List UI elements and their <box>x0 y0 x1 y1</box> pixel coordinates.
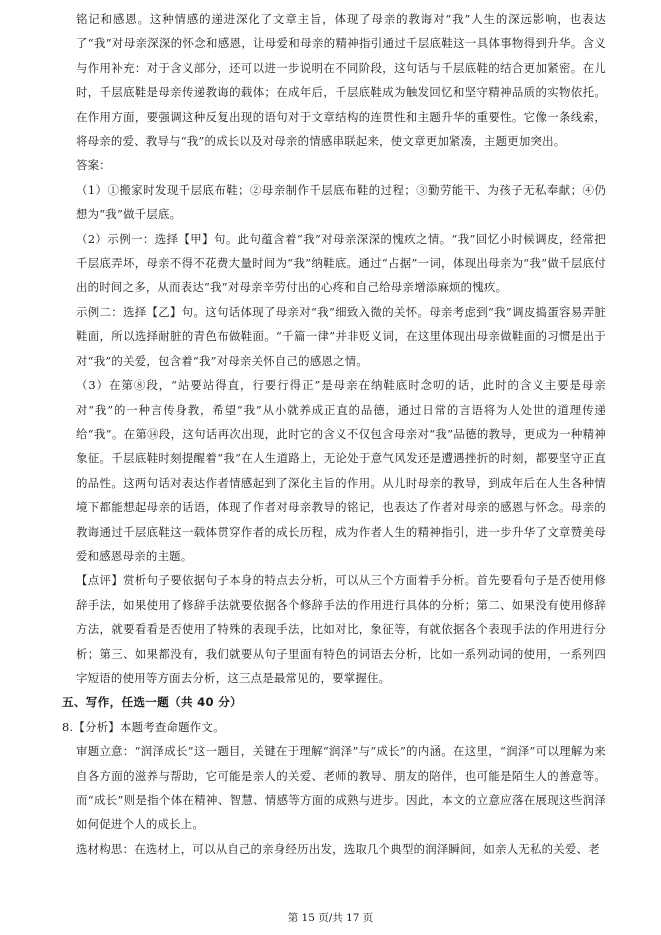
question-8-analysis-text: 【分析】本题考查命题作文。 <box>73 719 225 734</box>
commentary: 【点评】赏析句子要依据句子本身的特点去分析，可以从三个方面着手分析。首先要看句子是否使用修辞手法，如果使用了修辞手法就要依据各个修辞手法的作用进行具体的分析；第二、如果没有使用修辞方法，就要看看是否使用了特殊的表现手法，比如对比，象征等，有就依据各个表现手法的作用进行分析；第三、如果都没有，我们就要从句子里面有特色的词语去分析，比如一系列动词的使用，一系列四字短语的使用等方面去分析，这三点是最常见的，要掌握住。 <box>76 573 606 685</box>
document-body <box>62 7 606 861</box>
question-8-material: 选材构思：在选材上，可以从自己的亲身经历出发，选取几个典型的润泽瞬间，如亲人无私的关爱、老 <box>76 841 600 856</box>
answer-label: 答案： <box>76 158 111 173</box>
answer-2-example-1: （2）示例一：选择【甲】句。此句蕴含着“我”对母亲深深的愧疚之情。“我”回忆小时候调皮，经常把千层底弄坏，母亲不得不花费大量时间为“我”纳鞋底。通过“占据”一词，体现出母亲为“我”做千层底付出的时间之多，从而表达“我”对母亲辛劳付出的心疼和自己给母亲增添麻烦的愧疚。 <box>76 231 606 295</box>
question-8-analysis <box>62 715 606 739</box>
question-8-theme: 审题立意：“润泽成长”这一题目，关键在于理解“润泽”与“成长”的内涵。在这里，“润泽”可以理解为来自各方面的滋养与帮助，它可能是亲人的关爱、老师的教导、朋友的陪伴，也可能是陌生人的善意等。而“成长”则是指个体在精神、智慧、情感等方面的成熟与进步。因此，本文的立意应落在展现这些润泽如何促进个人的成长上。 <box>76 744 606 832</box>
question-number: 8. <box>62 719 74 734</box>
page-footer: 第 15 页/共 17 页 <box>287 912 374 924</box>
answer-1: （1）①搬家时发现千层底布鞋；②母亲制作千层底布鞋的过程；③勤劳能干、为孩子无私奉献；④仍想为“我”做千层底。 <box>76 182 606 222</box>
paragraph-summary: 铭记和感恩。这种情感的递进深化了文章主旨，体现了母亲的教诲对“我”人生的深远影响，也表达了“我”对母亲深深的怀念和感恩，让母爱和母亲的精神指引通过千层底鞋这一具体事物得到升华。含义与作用补充：对于含义部分，还可以进一步说明在不同阶段，这句话与千层底鞋的结合更加紧密。在儿时，千层底鞋是母亲传递教诲的载体；在成年后，千层底鞋成为触发回忆和坚守精神品质的实物依托。在作用方面，要强调这种反复出现的语句对于文章结构的连贯性和主题升华的重要性。它像一条线索，将母亲的爱、教导与“我”的成长以及对母亲的情感串联起来，使文章更加紧凑，主题更加突出。 <box>76 12 606 149</box>
answer-3: （3）在第⑧段，“站要站得直，行要行得正”是母亲在纳鞋底时念叨的话，此时的含义主要是母亲对“我”的一种言传身教，希望“我”从小就养成正直的品德，通过日常的言语将为人处世的道理传递给“我”。在第⑭段，这句话再次出现，此时它的含义不仅包含母亲对“我”品德的教导，更成为一种精神象征。千层底鞋时刻提醒着“我”在人生道路上，无论处于意气风发还是遭遇挫折的时刻，都要坚守正直的品性。这两句话对表达作者情感起到了深化主旨的作用。从儿时母亲的教导，到成年后在人生各种情境下都能想起母亲的话语，体现了作者对母亲教导的铭记，也表达了作者对母亲的感恩与怀念。母亲的教诲通过千层底鞋这一载体贯穿作者的成长历程，成为作者人生的精神指引，进一步升华了文章赞美母爱和感恩母亲的主题。 <box>76 378 606 563</box>
answer-2-example-2: 示例二：选择【乙】句。这句话体现了母亲对“我”细致入微的关怀。母亲考虑到“我”调皮捣蛋容易弄脏鞋面，所以选择耐脏的青色布做鞋面。“千篇一律”并非贬义词，在这里体现出母亲做鞋面的习惯是出于对“我”的关爱，包含着“我”对母亲关怀自己的感恩之情。 <box>76 304 606 368</box>
section-heading-writing: 五、写作，任选一题（共 40 分） <box>62 695 243 710</box>
